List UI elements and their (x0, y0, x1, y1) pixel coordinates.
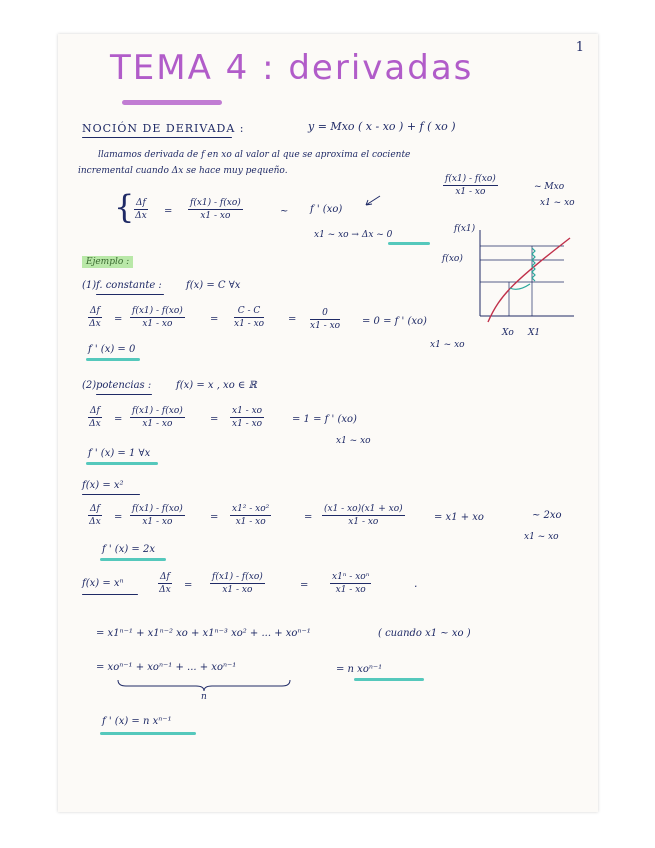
def-result: f ' (xo) (310, 204, 343, 215)
ex4-line-2: = xoⁿ⁻¹ + xoⁿ⁻¹ + ... + xoⁿ⁻¹ (96, 662, 237, 673)
highlight-ex4-sum (354, 678, 424, 681)
ex3-def: f(x) = x² (82, 480, 124, 491)
definition-heading: NOCIÓN DE DERIVADA : (82, 122, 245, 135)
heading-underline (82, 137, 232, 138)
examples-tag: Ejemplo : (82, 256, 133, 268)
brace (116, 678, 292, 692)
ex4-def: f(x) = xⁿ (82, 578, 124, 589)
tangent-formula: y = Mxo ( x - xo ) + f ( xo ) (308, 120, 456, 133)
highlight-limit (388, 242, 430, 245)
ex3-result: f ' (x) = 2x (102, 544, 155, 555)
highlight-ex1 (86, 358, 140, 361)
derivative-graph (454, 224, 594, 334)
ex1-def: f(x) = C ∀x (186, 280, 241, 291)
title-underline (122, 100, 222, 105)
ex1-result: f ' (x) = 0 (88, 344, 136, 355)
page-number: 1 (575, 40, 584, 55)
side-frac: $\frac{f(x1) - f(xo)}{x1 - xo}$ (445, 174, 496, 197)
def-frac-1: $\frac{\Delta f}{\Delta x}$ (135, 198, 147, 221)
highlight-ex3 (100, 558, 166, 561)
ex1-heading: f. constante : (96, 280, 162, 291)
page-title: TEMA 4 : derivadas (110, 48, 474, 88)
ex2-result: f ' (x) = 1 ∀x (88, 448, 151, 459)
left-brace: { (114, 188, 135, 226)
ex4-result: f ' (x) = n xⁿ⁻¹ (102, 716, 172, 727)
ex2-number: (2) (82, 380, 97, 391)
ex1-number: (1) (82, 280, 97, 291)
highlight-ex2 (86, 462, 158, 465)
arrow-icon (362, 194, 382, 208)
def-frac-2: $\frac{f(x1) - f(xo)}{x1 - xo}$ (190, 198, 241, 221)
definition-line-2: incremental cuando Δx se hace muy pequeño. (78, 166, 288, 176)
highlight-ex4 (100, 732, 196, 735)
ex2-heading: potencias : (96, 380, 152, 391)
def-limit: x1 ~ xo → Δx ~ 0 (314, 230, 393, 240)
definition-line-1: llamamos derivada de f en xo al valor al que se aproxima el cociente (98, 150, 411, 160)
ex4-line-1: = x1ⁿ⁻¹ + x1ⁿ⁻² xo + x1ⁿ⁻³ xo² + ... + xoⁿ⁻¹ (96, 628, 311, 639)
ex2-def: f(x) = x , xo ∈ ℝ (176, 380, 257, 391)
ex4-line-1b: ( cuando x1 ~ xo ) (378, 628, 471, 639)
ex4-line-2b: = n xoⁿ⁻¹ (336, 664, 383, 675)
notebook-page: 1 TEMA 4 : derivadas NOCIÓN DE DERIVADA : y = Mxo ( x - xo ) + f ( xo ) llamamos derivada de f en xo al valor al que se aproxima el cociente incremental cuando Δx se hace muy pequeño. { $\frac{\Delta f}{\Delta x}$ = $\frac{f(x1) - f(xo)}{x1 - xo}$ ~ f ' (xo) x1 ~ xo → Δx ~ 0 $\frac{f(x1) - f(xo)}{x1 - xo}$ ~ Mxo x1 ~ xo f(x1) f(xo) Xo X1 Ejemplo : (1) f. constante : f(x) = C ∀x $\frac{\Delta f}{\Delta x}$ = $\frac{f(x1) - f(xo)}{x1 - xo}$ = $\frac{C - C}{x1 - xo}$ = $\frac{0}{x1 - xo}$ = 0 = f ' (xo) x1 ~ xo f ' (x) = 0 (2) potencias : f(x) = x , xo ∈ ℝ $\frac{\Delta f}{\Delta x}$ = $\frac{f(x1) - f(xo)}{x1 - xo}$ = $\frac{x1 - xo}{x1 - xo}$ = 1 = f ' (xo) x1 ~ xo f ' (x) = 1 ∀x f(x) = x² $\frac{\Delta f}{\Delta x}$ = $\frac{f(x1) - f(xo)}{x1 - xo}$ = $\frac{\text{x1² - xo²}}{x1 - xo}$ = $\frac{(x1 - xo)(x1 + xo)}{x1 - xo}$ = x1 + xo ~ 2xo x1 ~ xo f ' (x) = 2x f(x) = xⁿ $\frac{\Delta f}{\Delta x}$ = $\frac{f(x1) - f(xo)}{x1 - xo}$ = x1ⁿ - xoⁿ x1 - xo · = x1ⁿ⁻¹ + x1ⁿ⁻² xo + x1ⁿ⁻³ xo² + ... + xoⁿ⁻¹ ( cuando x1 ~ xo ) = xoⁿ⁻¹ + xoⁿ⁻¹ + ... + xoⁿ⁻¹ = n xoⁿ⁻¹ n f ' (x) = n xⁿ⁻¹ (58, 34, 598, 812)
